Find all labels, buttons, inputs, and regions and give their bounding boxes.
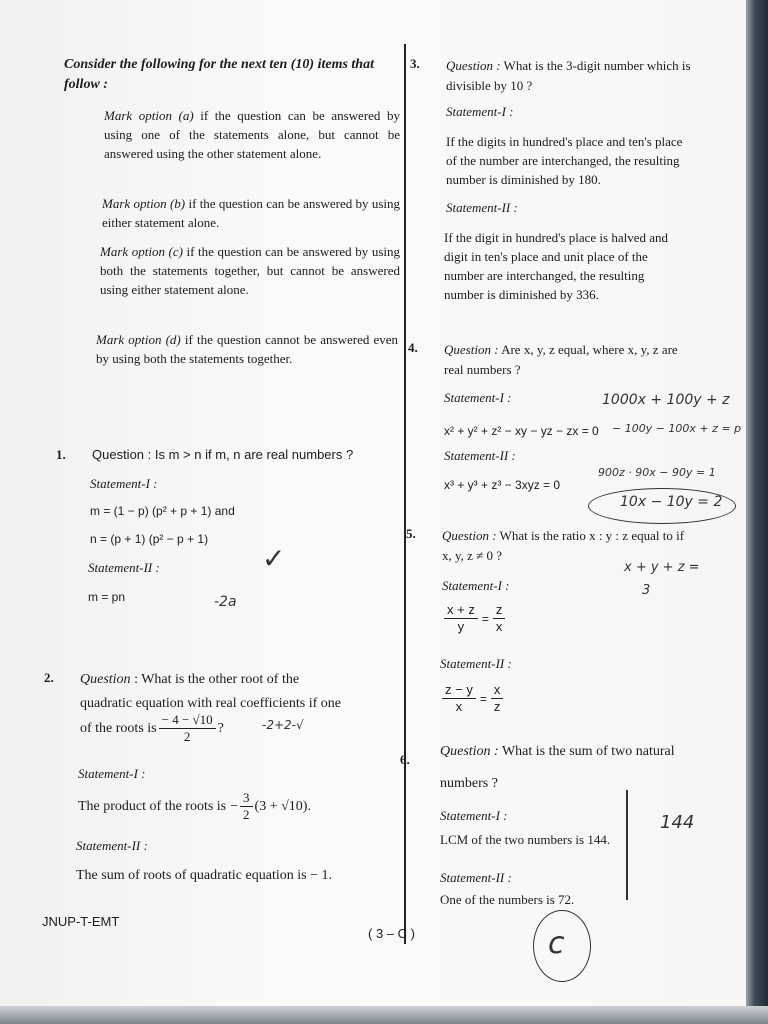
option-a-text: if the question can be answered by using one of the statements alone, but cannot be answered using the other statement alone.	[104, 108, 401, 161]
q5-s2-left-num: z − y	[442, 682, 476, 699]
q2-question-mark: ?	[217, 720, 224, 736]
q5-number: 5.	[406, 526, 416, 541]
q4-number: 4.	[408, 340, 418, 355]
option-a-label: Mark option (a)	[104, 108, 194, 123]
q6-label: Question :	[440, 744, 499, 759]
q5-question	[442, 526, 718, 545]
q5-line1: What is the ratio x : y : z equal to if	[499, 528, 685, 543]
q6-line2: numbers ?	[440, 776, 498, 791]
q3-statement2-l1: If the digit in hundred's place is halved and	[444, 230, 669, 245]
q3-number: 3.	[410, 56, 420, 71]
q3-statement2-label: Statement-II :	[446, 200, 518, 215]
q4-statement1-equation: x² + y² + z² − xy − yz − zx = 0	[444, 424, 599, 438]
q2-statement1-line: The product of the roots is − $\frac{3}{2}$ (3 + √10).	[78, 790, 311, 822]
option-b-text: if the question can be answered by using either statement alone.	[102, 196, 400, 230]
q1-handwritten-tick: ✓	[262, 542, 286, 575]
column-divider	[404, 44, 406, 944]
q3-line2: divisible by 10 ?	[446, 78, 533, 93]
q4-statement1-label: Statement-I :	[444, 390, 512, 405]
q2-statement1-denominator: 2	[243, 807, 250, 822]
q3-statement2-l3: number are interchanged, the resulting	[444, 268, 645, 283]
instructions-heading: Consider the following for the next ten (10) items that follow :	[64, 57, 374, 92]
q2-statement1-text: The product of the roots is	[78, 798, 227, 814]
q5-s2-right-num: x	[491, 682, 504, 699]
q2-statement2-text: The sum of roots of quadratic equation is − 1.	[76, 868, 332, 883]
q2-statement1-numerator: 3	[240, 790, 253, 807]
q2-statement2-label: Statement-II :	[76, 838, 148, 853]
q3-statement1-l2: of the number are interchanged, the resulting	[446, 153, 680, 168]
paper-edge-shadow	[746, 0, 768, 1024]
q2-text-line2: quadratic equation with real coefficients if one	[80, 696, 341, 711]
q1-statement2-label: Statement-II :	[88, 560, 160, 575]
option-c-text: if the question can be answered by using both the statements together, but cannot be answered using either statement alone.	[100, 244, 401, 297]
q4-handwritten-c: 900z · 90x − 90y = 1	[598, 466, 716, 479]
q6-handwritten-line	[626, 790, 628, 900]
q5-line2: x, y, z ≠ 0 ?	[442, 548, 503, 563]
q6-statement1-text: LCM of the two numbers is 144.	[440, 832, 611, 847]
q5-handwritten-denominator: 3	[642, 583, 651, 598]
q5-s1-left-den: y	[457, 619, 465, 634]
option-d-label: Mark option (d)	[96, 332, 181, 347]
q1-number: 1.	[56, 447, 66, 462]
q4-label: Question :	[444, 342, 499, 357]
q5-s1-right-fraction	[493, 602, 506, 635]
q5-handwritten-numerator: x + y + z =	[624, 560, 700, 575]
q3-statement1-l1: If the digits in hundred's place and ten's place	[446, 134, 683, 149]
q4-handwritten-d: 10x − 10y = 2	[620, 494, 723, 510]
q4-question	[444, 340, 714, 359]
q3-statement1-label: Statement-I :	[446, 104, 514, 119]
option-a-instruction	[104, 106, 400, 163]
q5-statement1-equation: $\frac{x + z}{y}$ = $\frac{z}{x}$	[442, 602, 507, 635]
q2-text-line3: of the roots is	[80, 720, 157, 736]
option-c-label: Mark option (c)	[100, 244, 183, 259]
q1-question: Question : Is m > n if m, n are real numbers ?	[92, 447, 354, 462]
q5-s1-right-den: x	[495, 619, 503, 634]
q4-statement2-label: Statement-II :	[444, 448, 516, 463]
q2-handwritten-note: -2+2-√	[262, 718, 304, 732]
q3-statement2-l4: number is diminished by 336.	[444, 287, 599, 302]
q1-statement2-line: m = pn	[88, 590, 126, 604]
q1-statement1-line2: n = (p + 1) (p² − p + 1)	[90, 532, 209, 546]
q2-label: Question	[80, 672, 131, 687]
answer-mark: c	[548, 926, 565, 961]
q2-root-fraction	[159, 712, 216, 745]
q1-handwritten-note: -2a	[214, 594, 237, 610]
q6-line1: What is the sum of two natural	[501, 744, 675, 759]
option-d-text: if the question cannot be answered even by using both the statements together.	[96, 332, 399, 366]
q2-line1	[80, 670, 400, 690]
q3-label: Question :	[446, 58, 501, 73]
q2-root-denominator: 2	[183, 729, 191, 744]
q4-statement2-equation: x³ + y³ + z³ − 3xyz = 0	[444, 478, 561, 492]
page-number: ( 3 – C )	[368, 926, 415, 941]
q3-statement2-l2: digit in ten's place and unit place of the	[444, 249, 648, 264]
q4-line2: real numbers ?	[444, 362, 521, 377]
q3-statement1-l3: number is diminished by 180.	[446, 172, 601, 187]
q5-label: Question :	[442, 528, 497, 543]
q5-s2-left-den: x	[455, 699, 463, 714]
q5-statement2-label: Statement-II :	[440, 656, 512, 671]
q5-s2-left-fraction	[442, 682, 476, 715]
q3-statement1	[446, 132, 710, 189]
q5-s1-left-fraction	[444, 602, 478, 635]
q6-handwritten-note: 144	[660, 812, 695, 833]
q6-statement1-label: Statement-I :	[440, 808, 508, 823]
q6-statement2-label: Statement-II :	[440, 870, 512, 885]
bottom-edge-shadow	[0, 1006, 768, 1024]
q5-s2-right-fraction	[491, 682, 504, 715]
q6-number: 6.	[400, 752, 410, 767]
q2-statement1-tail: (3 + √10).	[254, 798, 311, 814]
q5-statement2-equation: $\frac{z - y}{x}$ = $\frac{x}{z}$	[440, 682, 505, 715]
option-b-label: Mark option (b)	[102, 196, 186, 211]
q4-handwritten-b: − 100y − 100x + z = p	[612, 422, 742, 435]
q5-statement1-label: Statement-I :	[442, 578, 510, 593]
q4-line1: Are x, y, z equal, where x, y, z are	[501, 342, 678, 357]
q4-handwritten-a: 1000x + 100y + z	[602, 392, 730, 408]
q6-statement2-text: One of the numbers is 72.	[440, 892, 575, 907]
q2-statement1-label: Statement-I :	[78, 766, 146, 781]
q5-s2-right-den: z	[493, 699, 501, 714]
q3-line1: What is the 3-digit number which is	[503, 58, 691, 73]
option-c-instruction	[100, 242, 400, 299]
q6-question	[440, 742, 730, 762]
q1-statement1-label: Statement-I :	[90, 476, 158, 491]
option-d-instruction	[96, 330, 398, 368]
q2-text-line1: : What is the other root of the	[134, 672, 300, 687]
q1-statement1-line1: m = (1 − p) (p² + p + 1) and	[90, 504, 235, 518]
q3-question	[446, 56, 716, 75]
option-b-instruction	[102, 194, 400, 232]
q5-s1-right-num: z	[493, 602, 506, 619]
q2-root-numerator: − 4 − √10	[159, 712, 216, 729]
q2-statement1-fraction	[240, 790, 253, 823]
q2-number: 2.	[44, 670, 54, 685]
q5-s1-left-num: x + z	[444, 602, 478, 619]
q3-statement2	[444, 228, 710, 304]
paper-code: JNUP-T-EMT	[42, 914, 120, 929]
